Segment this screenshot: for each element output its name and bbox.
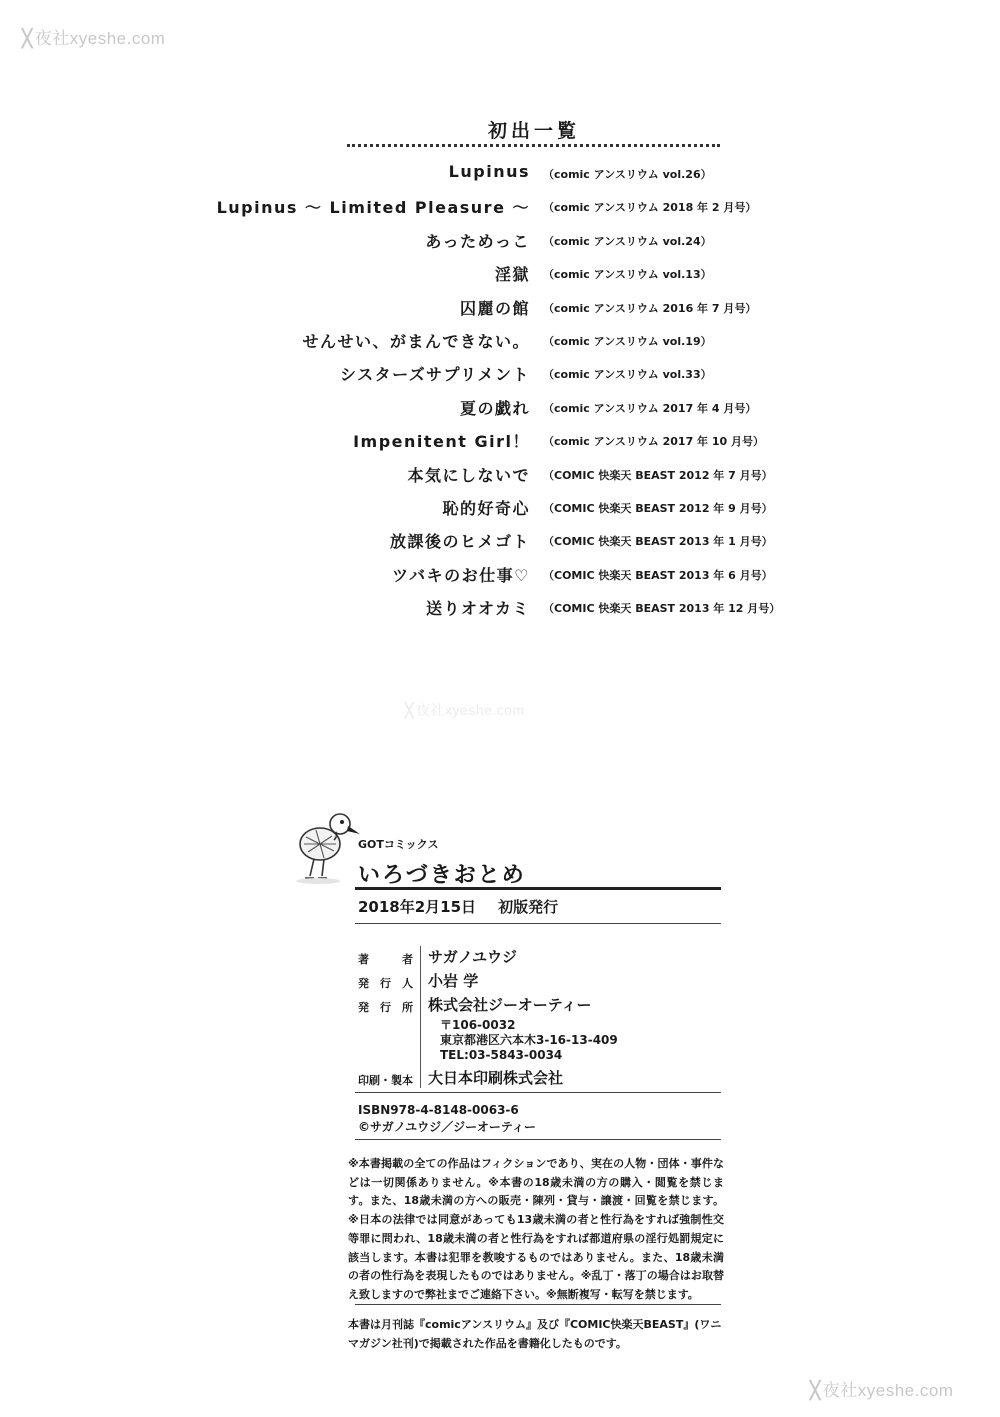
watermark-x-icon: ╳ — [405, 702, 414, 718]
date-text: 2018年2月15日 — [358, 898, 477, 916]
toc-row — [0, 325, 1000, 358]
toc-row — [0, 258, 1000, 291]
toc-item-source: （COMIC 快楽天 BEAST 2013 年 6 月号） — [543, 568, 773, 582]
publication-note: 本書は月刊誌『comicアンスリウム』及び『COMIC快楽天BEAST』(ワニマガジン社刊)で掲載された作品を書籍化したものです。 — [348, 1318, 722, 1350]
book-title: いろづきおとめ — [358, 863, 526, 888]
toc-row — [0, 525, 1000, 558]
toc-row — [0, 459, 1000, 492]
toc-row — [0, 225, 1000, 258]
notice-divider — [355, 1304, 721, 1305]
toc-row — [0, 559, 1000, 592]
watermark-top — [22, 24, 165, 49]
toc-item-source: （COMIC 快楽天 BEAST 2012 年 9 月号） — [543, 501, 773, 515]
imprint-label: GOTコミックス — [358, 838, 439, 851]
toc-item-source: （comic アンスリウム vol.24） — [543, 234, 712, 248]
office-label: 発行所 — [358, 1001, 413, 1014]
date-divider — [355, 923, 721, 924]
toc-row — [0, 358, 1000, 391]
toc-item-title: Lupinus 〜 Limited Pleasure 〜 — [216, 198, 530, 218]
author-label: 著 者 — [358, 953, 413, 966]
toc-row — [0, 425, 1000, 458]
toc-row — [0, 191, 1000, 224]
telephone: TEL:03-5843-0034 — [440, 1048, 563, 1062]
postal-code: 〒106-0032 — [440, 1018, 516, 1032]
toc-item-source: （comic アンスリウム vol.33） — [543, 368, 712, 382]
watermark-text: 夜社xyeshe.com — [822, 1381, 954, 1400]
toc-item-title: 囚麗の館 — [459, 298, 530, 318]
watermark-text: 夜社xyeshe.com — [415, 702, 525, 718]
toc-row — [0, 592, 1000, 625]
toc-item-title: ツバキのお仕事♡ — [391, 565, 530, 585]
isbn-divider — [355, 1139, 721, 1140]
toc-item-title: 送りオオカミ — [425, 599, 530, 619]
toc-row — [0, 158, 1000, 191]
toc-item-title: 恥的好奇心 — [442, 498, 530, 518]
toc-item-source: （comic アンスリウム vol.26） — [543, 168, 712, 181]
toc-item-source: （comic アンスリウム vol.19） — [543, 334, 712, 348]
toc-row — [0, 292, 1000, 325]
toc-row — [0, 492, 1000, 525]
toc-row — [0, 392, 1000, 425]
toc-item-source: （comic アンスリウム vol.13） — [543, 268, 712, 282]
toc-item-title: 本気にしないで — [407, 465, 530, 485]
edition-text: 初版発行 — [498, 898, 559, 916]
toc-item-title: せんせい、がまんできない。 — [302, 331, 530, 351]
toc-item-title: 放課後のヒメゴト — [389, 532, 530, 552]
toc-item-title: 淫獄 — [494, 265, 530, 285]
toc-item-title: 夏の戯れ — [459, 398, 530, 418]
office-address — [440, 1018, 618, 1063]
toc-item-title: シスターズサプリメント — [340, 365, 530, 385]
toc-item-source: （COMIC 快楽天 BEAST 2013 年 12 月号） — [543, 602, 781, 616]
toc-list — [0, 158, 1000, 625]
copyright: ©サガノユウジ／ジーオーティー — [358, 1120, 536, 1134]
street-address: 東京都港区六本木3-16-13-409 — [440, 1033, 618, 1047]
watermark-middle — [405, 700, 525, 720]
printer-label: 印刷・製本 — [358, 1074, 413, 1087]
title-divider — [355, 887, 721, 890]
toc-item-title: Impenitent Girl！ — [353, 432, 530, 452]
toc-item-source: （comic アンスリウム 2016 年 7 月号） — [543, 301, 757, 315]
publisher-label: 発行人 — [358, 977, 413, 990]
toc-title: 初出一覧 — [487, 120, 580, 142]
credits-divider — [355, 1092, 721, 1093]
publication-date — [358, 896, 558, 917]
colophon-vertical-divider — [420, 946, 421, 1088]
toc-item-title: Lupinus — [448, 162, 530, 181]
toc-item-source: （COMIC 快楽天 BEAST 2013 年 1 月号） — [543, 535, 773, 549]
watermark-bottom — [810, 1376, 953, 1401]
toc-item-source: （COMIC 快楽天 BEAST 2012 年 7 月号） — [543, 468, 773, 482]
isbn-block — [358, 1102, 536, 1136]
toc-dotted-divider — [347, 144, 720, 147]
office-value: 株式会社ジーオーティー — [428, 996, 592, 1014]
legal-notice: ※本書掲載の全ての作品はフィクションであり、実在の人物・団体・事件などは一切関係ありません。※本書の18歳未満の方の購入・閲覧を禁じます。また、18歳未満の方への販売・陳列・貸与・譲渡・回覧を禁じます。※日本の法律では同意があっても13歳未満の者と性行為をすれば強制性交等罪に問われ、18歳未満の者と性行為をすれば都道府県の淫行処罰規定に該当します。本書は犯罪を教唆するものではありません。また、18歳未満の者の性行為を表現したものではありません。※乱丁・落丁の場合はお取替え致しますので弊社までご連絡下さい。※無断複写・転写を禁じます。 — [348, 1157, 724, 1301]
toc-item-source: （comic アンスリウム 2018 年 2 月号） — [543, 201, 757, 215]
watermark-x-icon: ╳ — [810, 1381, 821, 1400]
toc-item-title: あっためっこ — [425, 231, 530, 251]
watermark-x-icon: ╳ — [22, 29, 33, 48]
bird-mascot-icon — [290, 804, 362, 888]
toc-item-source: （comic アンスリウム 2017 年 10 月号） — [543, 435, 765, 449]
isbn: ISBN978-4-8148-0063-6 — [358, 1103, 519, 1117]
watermark-text: 夜社xyeshe.com — [34, 29, 166, 48]
publisher-value: 小岩 学 — [428, 972, 479, 990]
printer-value: 大日本印刷株式会社 — [428, 1069, 564, 1087]
toc-item-source: （comic アンスリウム 2017 年 4 月号） — [543, 401, 757, 415]
author-value: サガノユウジ — [428, 948, 517, 966]
